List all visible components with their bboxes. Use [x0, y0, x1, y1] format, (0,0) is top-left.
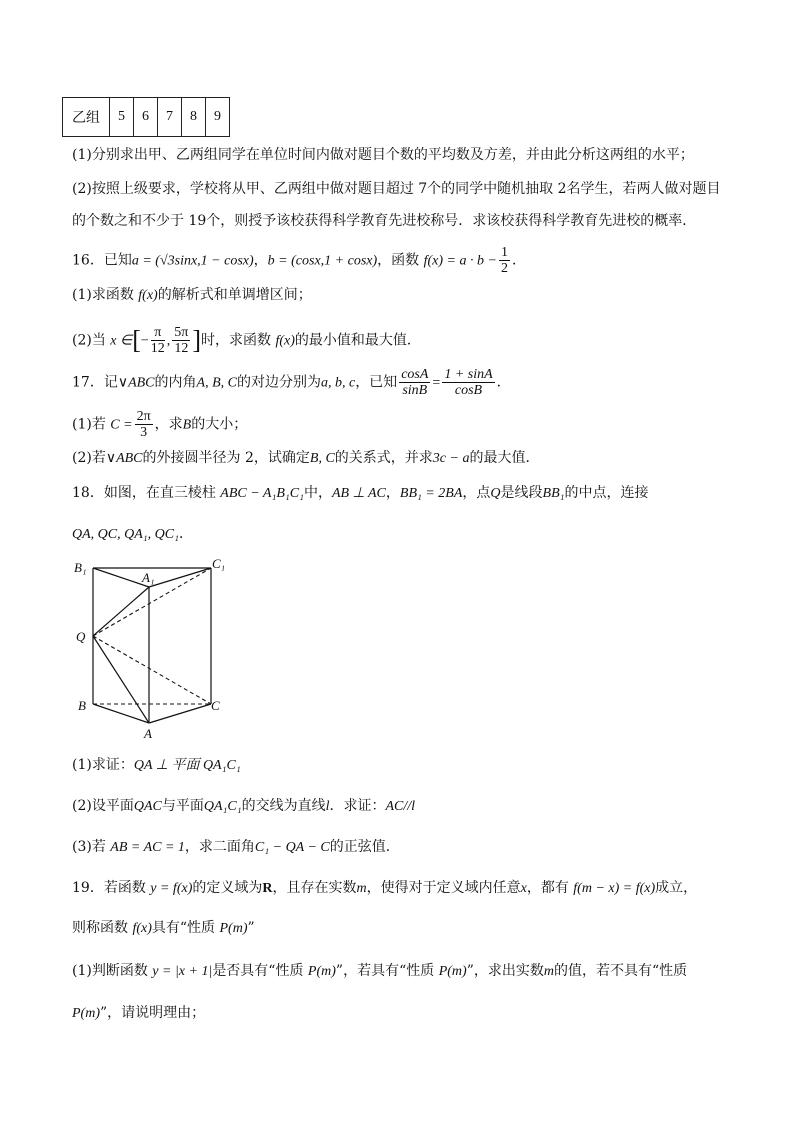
edge-b1a1	[93, 568, 149, 587]
q19-part1-line2: P(m)”，请说明理由；	[72, 1005, 206, 1021]
q15-part2-line2: 的个数之和不少于 19个，则授予该校获得科学教育先进校称号．求该校获得科学教育先进校的概率．	[72, 213, 697, 229]
value-cell: 5	[110, 98, 134, 137]
q18-part3: (3)若 AB = AC = 1，求二面角C₁ − QA − C的正弦值．	[72, 839, 400, 855]
function-expr: f(x) = a · b −	[423, 253, 497, 269]
label-b1: B₁	[74, 560, 87, 575]
value-cell: 8	[182, 98, 206, 137]
q18-stem-line2: QA, QC, QA₁, QC₁．	[72, 526, 193, 542]
edge-ac	[149, 704, 211, 723]
q15-part1: (1)分别求出甲、乙两组同学在单位时间内做对题目个数的平均数及方差，并由此分析这两组的水平；	[72, 147, 694, 163]
label-a1: A₁	[142, 570, 155, 585]
label-a: A	[144, 726, 152, 741]
fraction-cosA-sinB: $\frac{\cos A}{\sin B}$	[401, 367, 429, 398]
fraction-2pi-3: $\frac{2\pi}{3}$	[136, 409, 151, 440]
prism-figure	[60, 550, 240, 745]
q17-stem: 17．记∨ABC的内角A, B, C的对边分别为a, b, c，已知 $\frac{\cos A}{\sin B}$ = $\frac{1 + \sin A}{\cos B}$ ．	[72, 367, 511, 398]
q16-part1: (1)求函数 f(x)的解析式和单调增区间；	[72, 287, 312, 303]
table-row	[63, 98, 230, 137]
vector-a: a = (√3sinx,1 − cosx)	[131, 253, 254, 269]
q19-stem-line2: 则称函数 f(x)具有“性质 P(m)”	[72, 920, 255, 936]
label-b: B	[78, 698, 86, 713]
group-label-cell: 乙组	[63, 98, 110, 137]
fraction-half: $\frac{1}{2}$	[500, 245, 508, 276]
q16-stem: 16．已知a = (√3sinx,1 − cosx)，b = (cosx,1 + cosx)，函数 f(x) = a · b − $\frac{1}{2}$ ．	[72, 245, 526, 276]
value-cell: 9	[206, 98, 230, 137]
q16-part2: (2)当 x ∈[− $\frac{\pi}{12}$ , $\frac{5\pi}{12}$ ]时，求函数 f(x)的最小值和最大值．	[72, 325, 421, 356]
q15-part2-line1: (2)按照上级要求，学校将从甲、乙两组中做对题目超过 7个的同学中随机抽取 2名学生，若两人做对题目	[72, 181, 721, 197]
q18-part2: (2)设平面QAC与平面QA₁C₁的交线为直线l．求证：AC//l	[72, 798, 416, 814]
fraction-sinA-cosB: $\frac{1 + \sin A}{\cos B}$	[444, 367, 493, 398]
q19-part1-line1: (1)判断函数 y = |x + 1|是否具有“性质 P(m)”，若具有“性质 P(m)”，求出实数m的值，若不具有“性质	[72, 963, 688, 979]
vector-b: b = (cosx,1 + cosx)	[267, 253, 378, 269]
label-c1: C₁	[212, 556, 226, 571]
label-q: Q	[76, 629, 86, 644]
segment-qa	[93, 636, 149, 723]
score-table	[62, 97, 230, 137]
segment-qa1	[93, 587, 149, 636]
q17-part1: (1)若 C = $\frac{2\pi}{3}$ ，求B的大小；	[72, 409, 248, 440]
segment-qc-hidden	[93, 636, 211, 704]
q19-stem-line1: 19．若函数 y = f(x)的定义域为R，且存在实数m，使得对于定义域内任意x，都有 f(m − x) = f(x)成立，	[72, 880, 698, 896]
q18-part1: (1)求证：QA ⊥ 平面 QA₁C₁	[72, 757, 241, 773]
q18-stem-line1: 18．如图，在直三棱柱 ABC − A₁B₁C₁中，AB ⊥ AC，BB₁ = 2BA，点Q是线段BB₁的中点，连接	[72, 485, 649, 501]
q17-part2: (2)若∨ABC的外接圆半径为 2，试确定B, C的关系式，并求3c − a的最大值．	[72, 450, 540, 466]
edge-ba	[93, 704, 149, 723]
value-cell: 7	[158, 98, 182, 137]
fraction-interval-right: $\frac{5\pi}{12}$	[174, 325, 189, 356]
fraction-interval-left: $\frac{\pi}{12}$	[150, 325, 165, 356]
edge-a1c1	[149, 568, 211, 587]
label-c: C	[211, 698, 220, 713]
value-cell: 6	[134, 98, 158, 137]
